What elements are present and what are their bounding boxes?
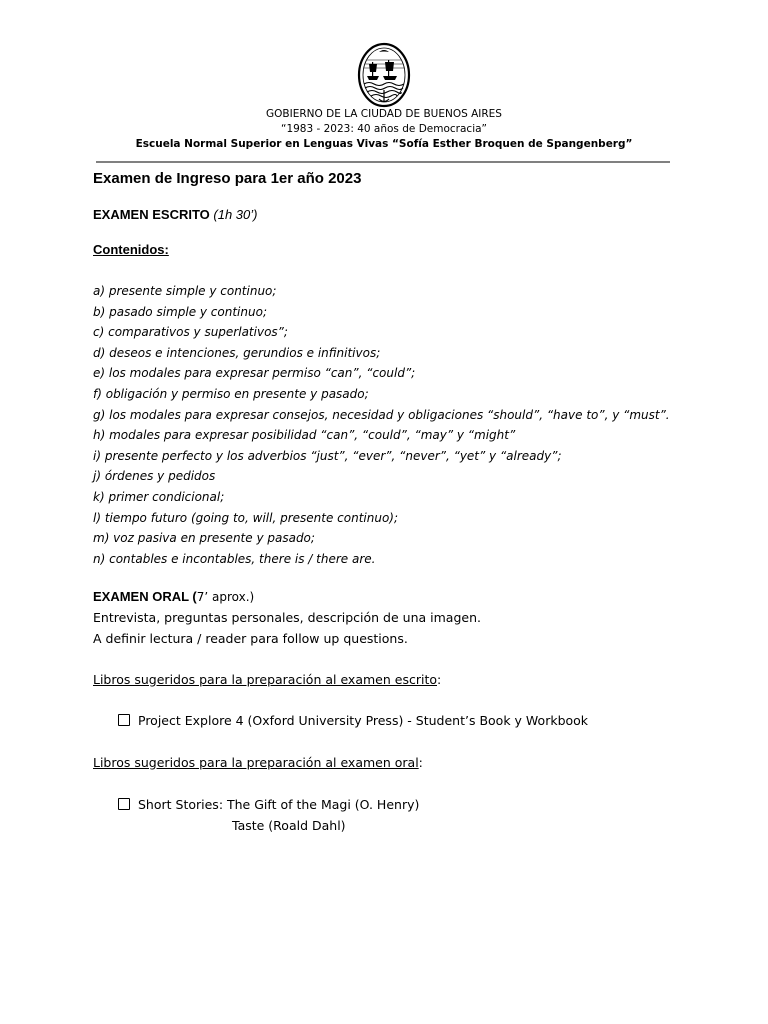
written-book-title: Project Explore 4 (Oxford University Press) - Student’s Book y Workbook (138, 713, 589, 728)
content-item: e) los modales para expresar permiso “can”, “could”; (93, 366, 416, 381)
contents-list (93, 281, 670, 569)
oral-exam-heading (93, 588, 254, 607)
written-book-item (118, 712, 588, 730)
democracy-motto: “1983 - 2023: 40 años de Democracia” (281, 123, 487, 135)
content-item: f) obligación y permiso en presente y pasado; (93, 386, 369, 401)
oral-exam-description: Entrevista, preguntas personales, descripción de una imagen. (93, 610, 481, 625)
written-books-heading-colon: : (437, 672, 442, 687)
oral-book-title-second: Taste (Roald Dahl) (232, 818, 346, 833)
oral-books-heading-text: Libros sugeridos para la preparación al examen oral (93, 755, 419, 770)
exam-title: Examen de Ingreso para 1er año 2023 (93, 170, 362, 187)
oral-books-heading-colon: : (418, 755, 423, 770)
content-item: i) presente perfecto y los adverbios “just”, “ever”, “never”, “yet” y “already”; (93, 448, 562, 463)
content-item: h) modales para expresar posibilidad “can”, “could”, “may” y “might” (93, 428, 516, 443)
contents-heading: Contenidos: (93, 242, 169, 257)
header-divider (96, 161, 670, 163)
content-item: c) comparativos y superlativos”; (93, 325, 288, 340)
content-item: l) tiempo futuro (going to, will, presente continuo); (93, 510, 399, 525)
oral-exam-reader-note: A definir lectura / reader para follow up questions. (93, 631, 408, 646)
content-item: b) pasado simple y continuo; (93, 304, 267, 319)
written-exam-duration: (1h 30’) (213, 207, 258, 222)
content-item: k) primer condicional; (93, 489, 225, 504)
oral-books-heading (93, 754, 423, 772)
content-item: a) presente simple y continuo; (93, 284, 277, 298)
checkbox-icon (118, 798, 130, 810)
oral-exam-label: EXAMEN ORAL ( (93, 589, 197, 604)
oral-exam-duration: 7’ aprox.) (196, 590, 255, 604)
oral-book-item (118, 796, 419, 814)
written-books-heading-text: Libros sugeridos para la preparación al examen escrito (93, 672, 437, 687)
school-name: Escuela Normal Superior en Lenguas Vivas “Sofía Esther Broquen de Spangenberg” (135, 138, 633, 150)
written-exam-heading (93, 206, 257, 224)
government-name: GOBIERNO DE LA CIUDAD DE BUENOS AIRES (266, 108, 502, 120)
content-item: d) deseos e intenciones, gerundios e infinitivos; (93, 345, 381, 360)
content-item: n) contables e incontables, there is / there are. (93, 551, 376, 566)
checkbox-icon (118, 714, 130, 726)
content-item: m) voz pasiva en presente y pasado; (93, 531, 315, 546)
written-books-heading (93, 671, 441, 689)
coat-of-arms-icon (357, 42, 411, 108)
written-exam-label: EXAMEN ESCRITO (93, 207, 210, 222)
oral-book-title: Short Stories: The Gift of the Magi (O. Henry) (138, 797, 420, 812)
content-item: g) los modales para expresar consejos, necesidad y obligaciones “should”, “have to”, y “must”. (93, 407, 670, 422)
content-item: j) órdenes y pedidos (93, 469, 216, 484)
